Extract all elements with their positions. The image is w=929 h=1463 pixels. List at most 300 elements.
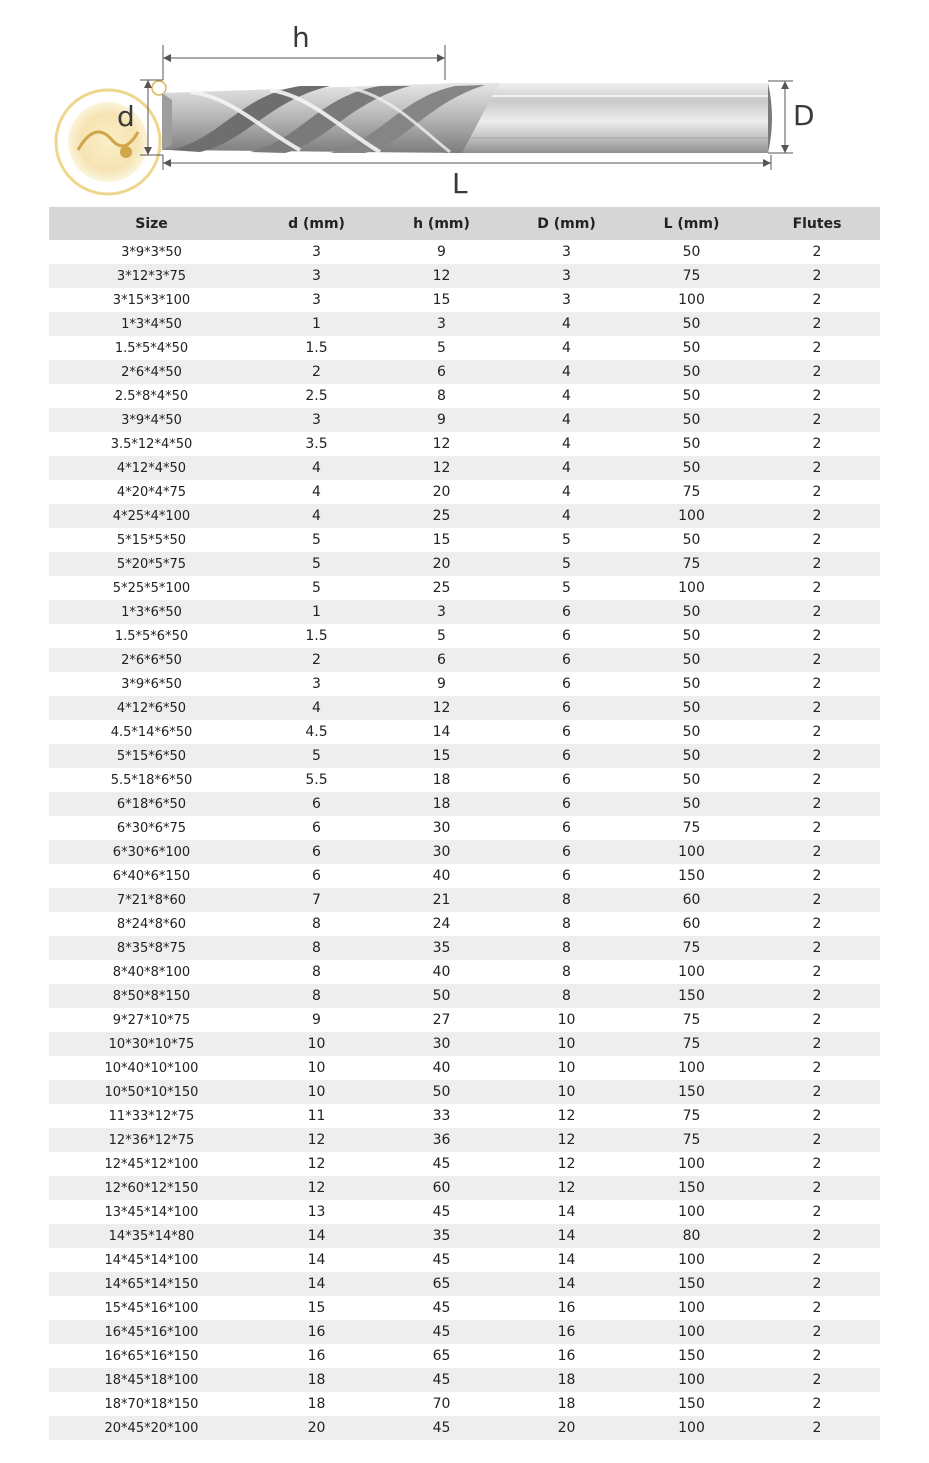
cell-L: 100 xyxy=(629,960,754,984)
cell-L: 100 xyxy=(629,576,754,600)
table-row xyxy=(49,792,880,816)
cell-flutes: 2 xyxy=(754,1320,880,1344)
cell-L: 100 xyxy=(629,1320,754,1344)
cell-size: 14*45*14*100 xyxy=(49,1248,254,1272)
cell-size: 8*24*8*60 xyxy=(49,912,254,936)
cell-d: 7 xyxy=(254,888,379,912)
cell-flutes: 2 xyxy=(754,1368,880,1392)
cell-size: 15*45*16*100 xyxy=(49,1296,254,1320)
cell-h: 45 xyxy=(379,1296,504,1320)
cell-D: 12 xyxy=(504,1128,629,1152)
cell-D: 4 xyxy=(504,384,629,408)
cell-D: 6 xyxy=(504,672,629,696)
cell-flutes: 2 xyxy=(754,1032,880,1056)
cell-h: 12 xyxy=(379,696,504,720)
cell-D: 8 xyxy=(504,960,629,984)
cell-h: 30 xyxy=(379,816,504,840)
cell-flutes: 2 xyxy=(754,408,880,432)
cell-D: 4 xyxy=(504,432,629,456)
cell-h: 30 xyxy=(379,1032,504,1056)
cell-flutes: 2 xyxy=(754,264,880,288)
cell-flutes: 2 xyxy=(754,624,880,648)
cell-D: 6 xyxy=(504,624,629,648)
cell-flutes: 2 xyxy=(754,792,880,816)
cell-h: 15 xyxy=(379,288,504,312)
cell-D: 4 xyxy=(504,504,629,528)
cell-size: 3*9*3*50 xyxy=(49,240,254,264)
cell-h: 70 xyxy=(379,1392,504,1416)
cell-d: 2 xyxy=(254,648,379,672)
cell-flutes: 2 xyxy=(754,384,880,408)
cell-L: 100 xyxy=(629,1152,754,1176)
cell-size: 6*30*6*100 xyxy=(49,840,254,864)
cell-D: 6 xyxy=(504,816,629,840)
cell-flutes: 2 xyxy=(754,864,880,888)
cell-h: 6 xyxy=(379,648,504,672)
cell-d: 16 xyxy=(254,1320,379,1344)
cell-h: 21 xyxy=(379,888,504,912)
table-row xyxy=(49,744,880,768)
cell-L: 75 xyxy=(629,480,754,504)
cell-L: 150 xyxy=(629,1392,754,1416)
cell-flutes: 2 xyxy=(754,744,880,768)
cell-L: 50 xyxy=(629,336,754,360)
cell-flutes: 2 xyxy=(754,480,880,504)
cell-h: 24 xyxy=(379,912,504,936)
cell-h: 9 xyxy=(379,240,504,264)
cell-h: 12 xyxy=(379,456,504,480)
cell-L: 150 xyxy=(629,984,754,1008)
cell-d: 5.5 xyxy=(254,768,379,792)
cell-size: 4*25*4*100 xyxy=(49,504,254,528)
cell-size: 4*12*4*50 xyxy=(49,456,254,480)
cell-flutes: 2 xyxy=(754,1392,880,1416)
table-row xyxy=(49,576,880,600)
cell-D: 10 xyxy=(504,1080,629,1104)
cell-size: 3.5*12*4*50 xyxy=(49,432,254,456)
table-row xyxy=(49,456,880,480)
cell-flutes: 2 xyxy=(754,840,880,864)
cell-D: 4 xyxy=(504,408,629,432)
cell-h: 20 xyxy=(379,552,504,576)
cell-L: 50 xyxy=(629,648,754,672)
cell-d: 5 xyxy=(254,552,379,576)
table-row xyxy=(49,1248,880,1272)
cell-flutes: 2 xyxy=(754,576,880,600)
cell-size: 2*6*6*50 xyxy=(49,648,254,672)
cell-D: 6 xyxy=(504,744,629,768)
cell-L: 50 xyxy=(629,312,754,336)
cell-d: 2.5 xyxy=(254,384,379,408)
cell-D: 6 xyxy=(504,840,629,864)
cell-d: 3.5 xyxy=(254,432,379,456)
cell-flutes: 2 xyxy=(754,1224,880,1248)
cell-size: 5.5*18*6*50 xyxy=(49,768,254,792)
cell-d: 12 xyxy=(254,1152,379,1176)
specification-table xyxy=(49,207,880,1440)
cell-h: 35 xyxy=(379,1224,504,1248)
cell-flutes: 2 xyxy=(754,240,880,264)
cell-L: 50 xyxy=(629,720,754,744)
table-row xyxy=(49,312,880,336)
cell-size: 4.5*14*6*50 xyxy=(49,720,254,744)
table-row xyxy=(49,288,880,312)
table-row xyxy=(49,1416,880,1440)
cell-D: 10 xyxy=(504,1056,629,1080)
table-row xyxy=(49,360,880,384)
cell-d: 5 xyxy=(254,744,379,768)
cell-L: 50 xyxy=(629,528,754,552)
cell-D: 16 xyxy=(504,1296,629,1320)
cell-D: 10 xyxy=(504,1032,629,1056)
cell-D: 12 xyxy=(504,1176,629,1200)
table-row xyxy=(49,408,880,432)
end-mill-icon xyxy=(162,83,772,153)
cell-size: 14*35*14*80 xyxy=(49,1224,254,1248)
cell-D: 14 xyxy=(504,1248,629,1272)
table-row xyxy=(49,336,880,360)
cell-flutes: 2 xyxy=(754,1056,880,1080)
cell-size: 3*15*3*100 xyxy=(49,288,254,312)
table-row xyxy=(49,1152,880,1176)
cell-D: 16 xyxy=(504,1344,629,1368)
cell-L: 150 xyxy=(629,1344,754,1368)
cell-d: 2 xyxy=(254,360,379,384)
cell-h: 12 xyxy=(379,432,504,456)
cell-h: 18 xyxy=(379,792,504,816)
cell-L: 75 xyxy=(629,1032,754,1056)
cell-flutes: 2 xyxy=(754,456,880,480)
cell-h: 45 xyxy=(379,1248,504,1272)
cell-L: 100 xyxy=(629,1368,754,1392)
cell-D: 6 xyxy=(504,768,629,792)
table-row xyxy=(49,720,880,744)
cell-size: 1.5*5*4*50 xyxy=(49,336,254,360)
cell-D: 3 xyxy=(504,264,629,288)
cell-h: 14 xyxy=(379,720,504,744)
cell-h: 3 xyxy=(379,600,504,624)
cell-h: 50 xyxy=(379,1080,504,1104)
cell-L: 50 xyxy=(629,624,754,648)
cell-L: 80 xyxy=(629,1224,754,1248)
table-body xyxy=(49,240,880,1440)
table-row xyxy=(49,1224,880,1248)
cell-h: 12 xyxy=(379,264,504,288)
cell-d: 5 xyxy=(254,576,379,600)
cell-d: 1 xyxy=(254,312,379,336)
cell-flutes: 2 xyxy=(754,600,880,624)
table-header-row xyxy=(49,207,880,240)
cell-h: 15 xyxy=(379,528,504,552)
cell-flutes: 2 xyxy=(754,1128,880,1152)
cell-h: 45 xyxy=(379,1416,504,1440)
cell-L: 75 xyxy=(629,1104,754,1128)
cell-h: 40 xyxy=(379,960,504,984)
cell-L: 75 xyxy=(629,552,754,576)
cell-D: 18 xyxy=(504,1368,629,1392)
cell-L: 50 xyxy=(629,240,754,264)
golden-seal-icon xyxy=(56,81,166,194)
cell-L: 100 xyxy=(629,288,754,312)
cell-h: 30 xyxy=(379,840,504,864)
cell-size: 8*40*8*100 xyxy=(49,960,254,984)
cell-size: 14*65*14*150 xyxy=(49,1272,254,1296)
cell-flutes: 2 xyxy=(754,432,880,456)
header-size: Size xyxy=(49,207,254,240)
cell-size: 12*45*12*100 xyxy=(49,1152,254,1176)
cell-d: 6 xyxy=(254,792,379,816)
table-row xyxy=(49,936,880,960)
cell-D: 5 xyxy=(504,528,629,552)
cell-d: 3 xyxy=(254,288,379,312)
cell-size: 13*45*14*100 xyxy=(49,1200,254,1224)
cell-D: 8 xyxy=(504,888,629,912)
cell-L: 50 xyxy=(629,408,754,432)
cell-h: 65 xyxy=(379,1272,504,1296)
cell-D: 20 xyxy=(504,1416,629,1440)
cell-size: 3*12*3*75 xyxy=(49,264,254,288)
cell-h: 40 xyxy=(379,1056,504,1080)
cell-d: 4 xyxy=(254,456,379,480)
cell-D: 16 xyxy=(504,1320,629,1344)
cell-L: 75 xyxy=(629,264,754,288)
header-flutes: Flutes xyxy=(754,207,880,240)
cell-flutes: 2 xyxy=(754,768,880,792)
table-row xyxy=(49,1104,880,1128)
cell-flutes: 2 xyxy=(754,912,880,936)
cell-L: 75 xyxy=(629,816,754,840)
cell-d: 8 xyxy=(254,912,379,936)
cell-D: 8 xyxy=(504,984,629,1008)
cell-d: 3 xyxy=(254,672,379,696)
table-row xyxy=(49,240,880,264)
cell-D: 5 xyxy=(504,576,629,600)
cell-D: 14 xyxy=(504,1272,629,1296)
cell-size: 6*30*6*75 xyxy=(49,816,254,840)
table-row xyxy=(49,1296,880,1320)
cell-h: 45 xyxy=(379,1320,504,1344)
cell-flutes: 2 xyxy=(754,552,880,576)
cell-flutes: 2 xyxy=(754,1008,880,1032)
cell-d: 4 xyxy=(254,480,379,504)
cell-flutes: 2 xyxy=(754,648,880,672)
cell-size: 5*25*5*100 xyxy=(49,576,254,600)
cell-L: 100 xyxy=(629,1296,754,1320)
cell-d: 8 xyxy=(254,984,379,1008)
cell-d: 10 xyxy=(254,1056,379,1080)
cell-h: 5 xyxy=(379,624,504,648)
cell-size: 8*50*8*150 xyxy=(49,984,254,1008)
cell-size: 3*9*4*50 xyxy=(49,408,254,432)
cell-h: 18 xyxy=(379,768,504,792)
cell-d: 6 xyxy=(254,816,379,840)
cell-flutes: 2 xyxy=(754,1344,880,1368)
cell-h: 45 xyxy=(379,1368,504,1392)
cell-size: 5*15*6*50 xyxy=(49,744,254,768)
cell-d: 10 xyxy=(254,1080,379,1104)
cell-D: 6 xyxy=(504,600,629,624)
cell-size: 5*20*5*75 xyxy=(49,552,254,576)
table-row xyxy=(49,1128,880,1152)
cell-L: 50 xyxy=(629,696,754,720)
cell-d: 6 xyxy=(254,864,379,888)
cell-size: 11*33*12*75 xyxy=(49,1104,254,1128)
cell-d: 1.5 xyxy=(254,624,379,648)
cell-size: 18*70*18*150 xyxy=(49,1392,254,1416)
cell-flutes: 2 xyxy=(754,1272,880,1296)
cell-h: 20 xyxy=(379,480,504,504)
cell-d: 18 xyxy=(254,1368,379,1392)
cell-L: 50 xyxy=(629,600,754,624)
cell-L: 50 xyxy=(629,360,754,384)
table-row xyxy=(49,624,880,648)
cell-d: 10 xyxy=(254,1032,379,1056)
cell-flutes: 2 xyxy=(754,1176,880,1200)
dimension-label-h: h xyxy=(292,21,310,54)
cell-d: 9 xyxy=(254,1008,379,1032)
cell-L: 150 xyxy=(629,864,754,888)
cell-flutes: 2 xyxy=(754,1416,880,1440)
cell-h: 40 xyxy=(379,864,504,888)
cell-L: 100 xyxy=(629,504,754,528)
table-row xyxy=(49,840,880,864)
cell-d: 3 xyxy=(254,264,379,288)
header-L: L (mm) xyxy=(629,207,754,240)
table-row xyxy=(49,528,880,552)
cell-D: 4 xyxy=(504,312,629,336)
cell-size: 2.5*8*4*50 xyxy=(49,384,254,408)
cell-flutes: 2 xyxy=(754,1080,880,1104)
cell-D: 4 xyxy=(504,336,629,360)
cell-size: 7*21*8*60 xyxy=(49,888,254,912)
table-row xyxy=(49,432,880,456)
cell-flutes: 2 xyxy=(754,816,880,840)
table-row xyxy=(49,648,880,672)
table-row xyxy=(49,1056,880,1080)
cell-size: 4*12*6*50 xyxy=(49,696,254,720)
cell-size: 18*45*18*100 xyxy=(49,1368,254,1392)
cell-D: 8 xyxy=(504,912,629,936)
cell-h: 65 xyxy=(379,1344,504,1368)
cell-d: 13 xyxy=(254,1200,379,1224)
cell-h: 36 xyxy=(379,1128,504,1152)
cell-D: 4 xyxy=(504,480,629,504)
header-h: h (mm) xyxy=(379,207,504,240)
cell-size: 9*27*10*75 xyxy=(49,1008,254,1032)
table-row xyxy=(49,600,880,624)
cell-h: 8 xyxy=(379,384,504,408)
cell-size: 1*3*4*50 xyxy=(49,312,254,336)
table-row xyxy=(49,864,880,888)
cell-D: 6 xyxy=(504,864,629,888)
cell-D: 14 xyxy=(504,1200,629,1224)
cell-L: 75 xyxy=(629,936,754,960)
cell-D: 8 xyxy=(504,936,629,960)
header-d: d (mm) xyxy=(254,207,379,240)
cell-L: 100 xyxy=(629,1416,754,1440)
cell-h: 9 xyxy=(379,408,504,432)
dimension-label-D: D xyxy=(793,99,815,132)
cell-d: 4.5 xyxy=(254,720,379,744)
cell-flutes: 2 xyxy=(754,528,880,552)
table-row xyxy=(49,696,880,720)
cell-flutes: 2 xyxy=(754,672,880,696)
cell-D: 3 xyxy=(504,288,629,312)
cell-D: 12 xyxy=(504,1152,629,1176)
cell-h: 27 xyxy=(379,1008,504,1032)
cell-h: 25 xyxy=(379,576,504,600)
table-row xyxy=(49,960,880,984)
cell-L: 50 xyxy=(629,768,754,792)
table-row xyxy=(49,1176,880,1200)
table-row xyxy=(49,1272,880,1296)
dimension-label-L: L xyxy=(452,167,468,200)
cell-d: 1 xyxy=(254,600,379,624)
cell-size: 5*15*5*50 xyxy=(49,528,254,552)
cell-h: 45 xyxy=(379,1152,504,1176)
table-row xyxy=(49,888,880,912)
cell-D: 6 xyxy=(504,696,629,720)
cell-L: 150 xyxy=(629,1080,754,1104)
cell-size: 1.5*5*6*50 xyxy=(49,624,254,648)
cell-flutes: 2 xyxy=(754,1200,880,1224)
cell-D: 4 xyxy=(504,360,629,384)
cell-D: 12 xyxy=(504,1104,629,1128)
cell-h: 35 xyxy=(379,936,504,960)
cell-d: 8 xyxy=(254,960,379,984)
cell-d: 3 xyxy=(254,408,379,432)
cell-size: 10*40*10*100 xyxy=(49,1056,254,1080)
cell-h: 45 xyxy=(379,1200,504,1224)
header-D: D (mm) xyxy=(504,207,629,240)
cell-size: 3*9*6*50 xyxy=(49,672,254,696)
cell-L: 100 xyxy=(629,1200,754,1224)
cell-h: 3 xyxy=(379,312,504,336)
cell-D: 6 xyxy=(504,792,629,816)
cell-D: 10 xyxy=(504,1008,629,1032)
table-row xyxy=(49,552,880,576)
cell-L: 50 xyxy=(629,432,754,456)
cell-size: 12*36*12*75 xyxy=(49,1128,254,1152)
cell-d: 3 xyxy=(254,240,379,264)
cell-flutes: 2 xyxy=(754,720,880,744)
cell-d: 1.5 xyxy=(254,336,379,360)
cell-size: 4*20*4*75 xyxy=(49,480,254,504)
table-row xyxy=(49,984,880,1008)
cell-size: 10*30*10*75 xyxy=(49,1032,254,1056)
cell-flutes: 2 xyxy=(754,1152,880,1176)
cell-size: 8*35*8*75 xyxy=(49,936,254,960)
table-row xyxy=(49,912,880,936)
cell-d: 14 xyxy=(254,1224,379,1248)
cell-D: 14 xyxy=(504,1224,629,1248)
cell-L: 100 xyxy=(629,840,754,864)
cell-L: 60 xyxy=(629,912,754,936)
cell-d: 4 xyxy=(254,504,379,528)
cell-flutes: 2 xyxy=(754,984,880,1008)
cell-D: 6 xyxy=(504,720,629,744)
cell-L: 50 xyxy=(629,744,754,768)
cell-d: 11 xyxy=(254,1104,379,1128)
cell-h: 9 xyxy=(379,672,504,696)
cell-d: 20 xyxy=(254,1416,379,1440)
cell-h: 15 xyxy=(379,744,504,768)
cell-size: 10*50*10*150 xyxy=(49,1080,254,1104)
table-row xyxy=(49,1032,880,1056)
cell-d: 8 xyxy=(254,936,379,960)
cell-h: 60 xyxy=(379,1176,504,1200)
cell-h: 33 xyxy=(379,1104,504,1128)
